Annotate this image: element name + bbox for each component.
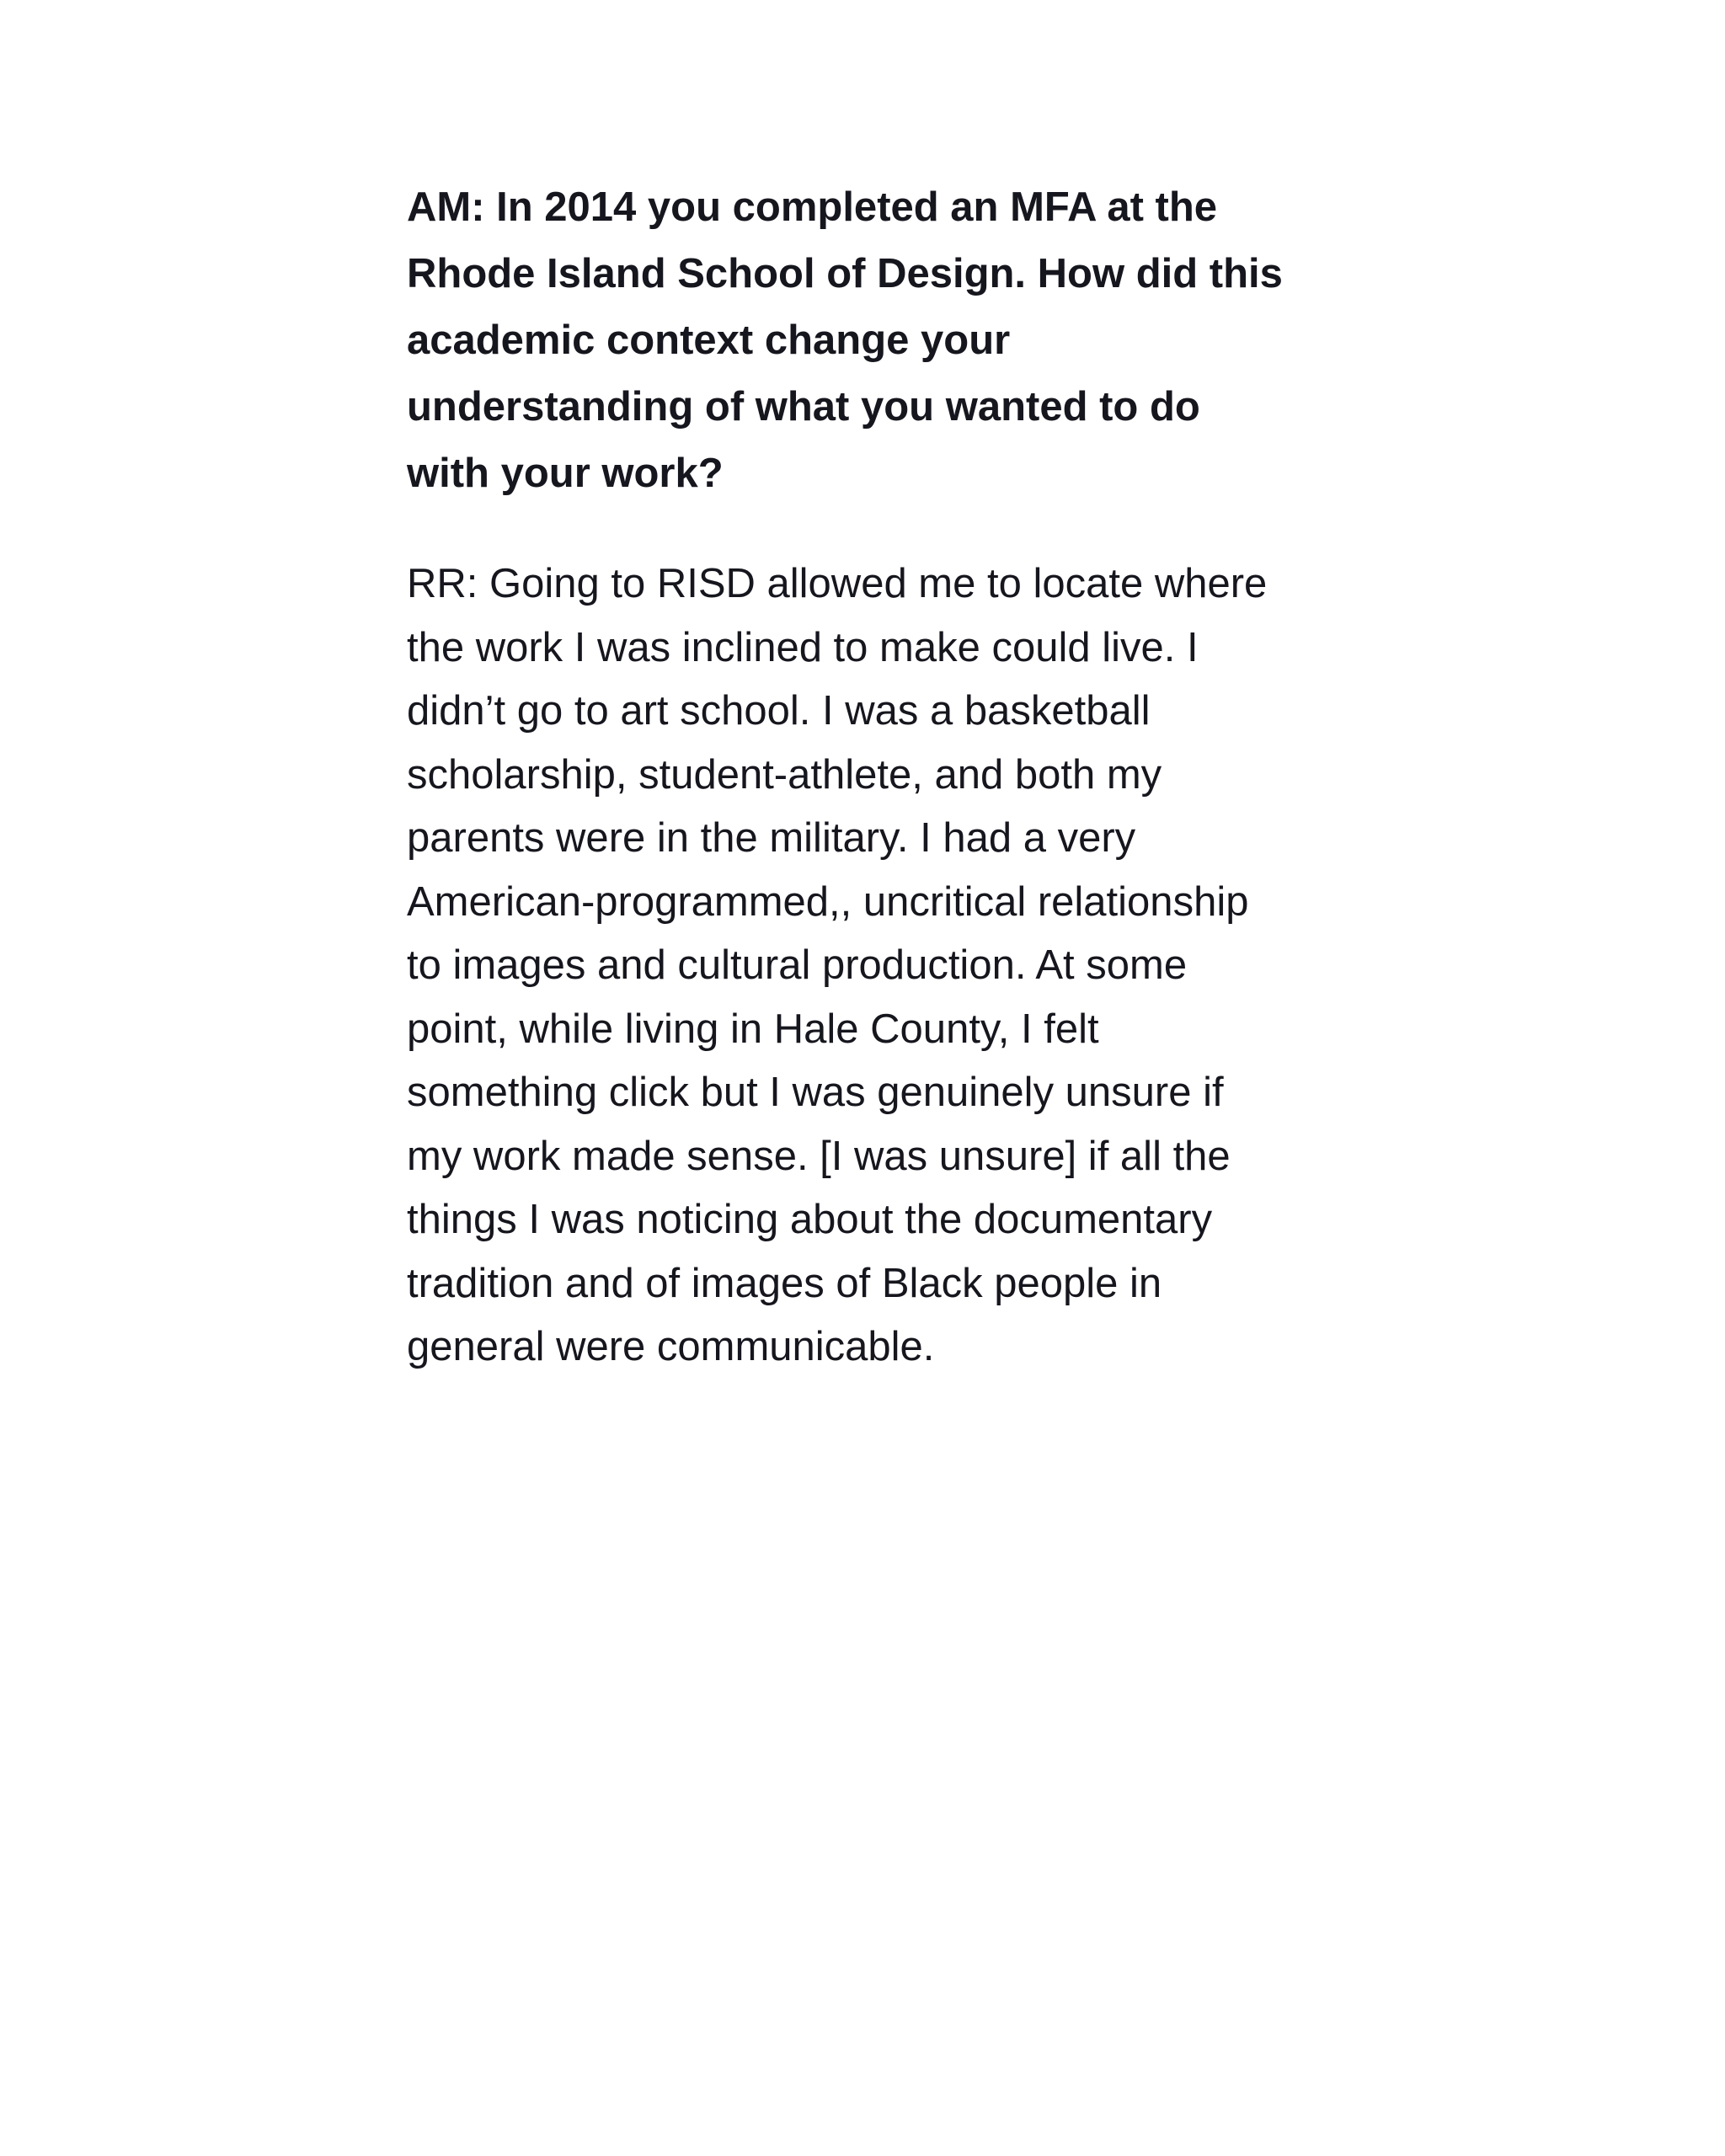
text-line: scholarship, student-athlete, and both my	[407, 751, 1162, 798]
text-line: academic context change your	[407, 318, 1011, 363]
text-line: parents were in the military. I had a very	[407, 815, 1136, 861]
text-line: point, while living in Hale County, I felt	[407, 1006, 1099, 1052]
text-line: something click but I was genuinely unsure if	[407, 1070, 1224, 1115]
text-line: the work I was inclined to make could live. I	[407, 624, 1199, 670]
text-line: general were communicable.	[407, 1324, 935, 1369]
text-line: tradition and of images of Black people in	[407, 1260, 1162, 1306]
text-line: didn’t go to art school. I was a basketball	[407, 688, 1151, 734]
interview-text	[407, 174, 1401, 1380]
text-line: American-programmed,, uncritical relationship	[407, 878, 1249, 925]
text-line: my work made sense. [I was unsure] if all the	[407, 1133, 1231, 1179]
text-line: to images and cultural production. At some	[407, 942, 1188, 988]
text-line: Rhode Island School of Design. How did this	[407, 251, 1283, 296]
text-line: things I was noticing about the documentary	[407, 1197, 1213, 1242]
text-line: AM: In 2014 you completed an MFA at the	[407, 184, 1218, 230]
question-paragraph	[407, 174, 1401, 507]
text-line: understanding of what you wanted to do	[407, 384, 1200, 430]
text-line: with your work?	[407, 451, 724, 496]
answer-paragraph	[407, 552, 1401, 1380]
text-line: RR: Going to RISD allowed me to locate where	[407, 561, 1268, 606]
